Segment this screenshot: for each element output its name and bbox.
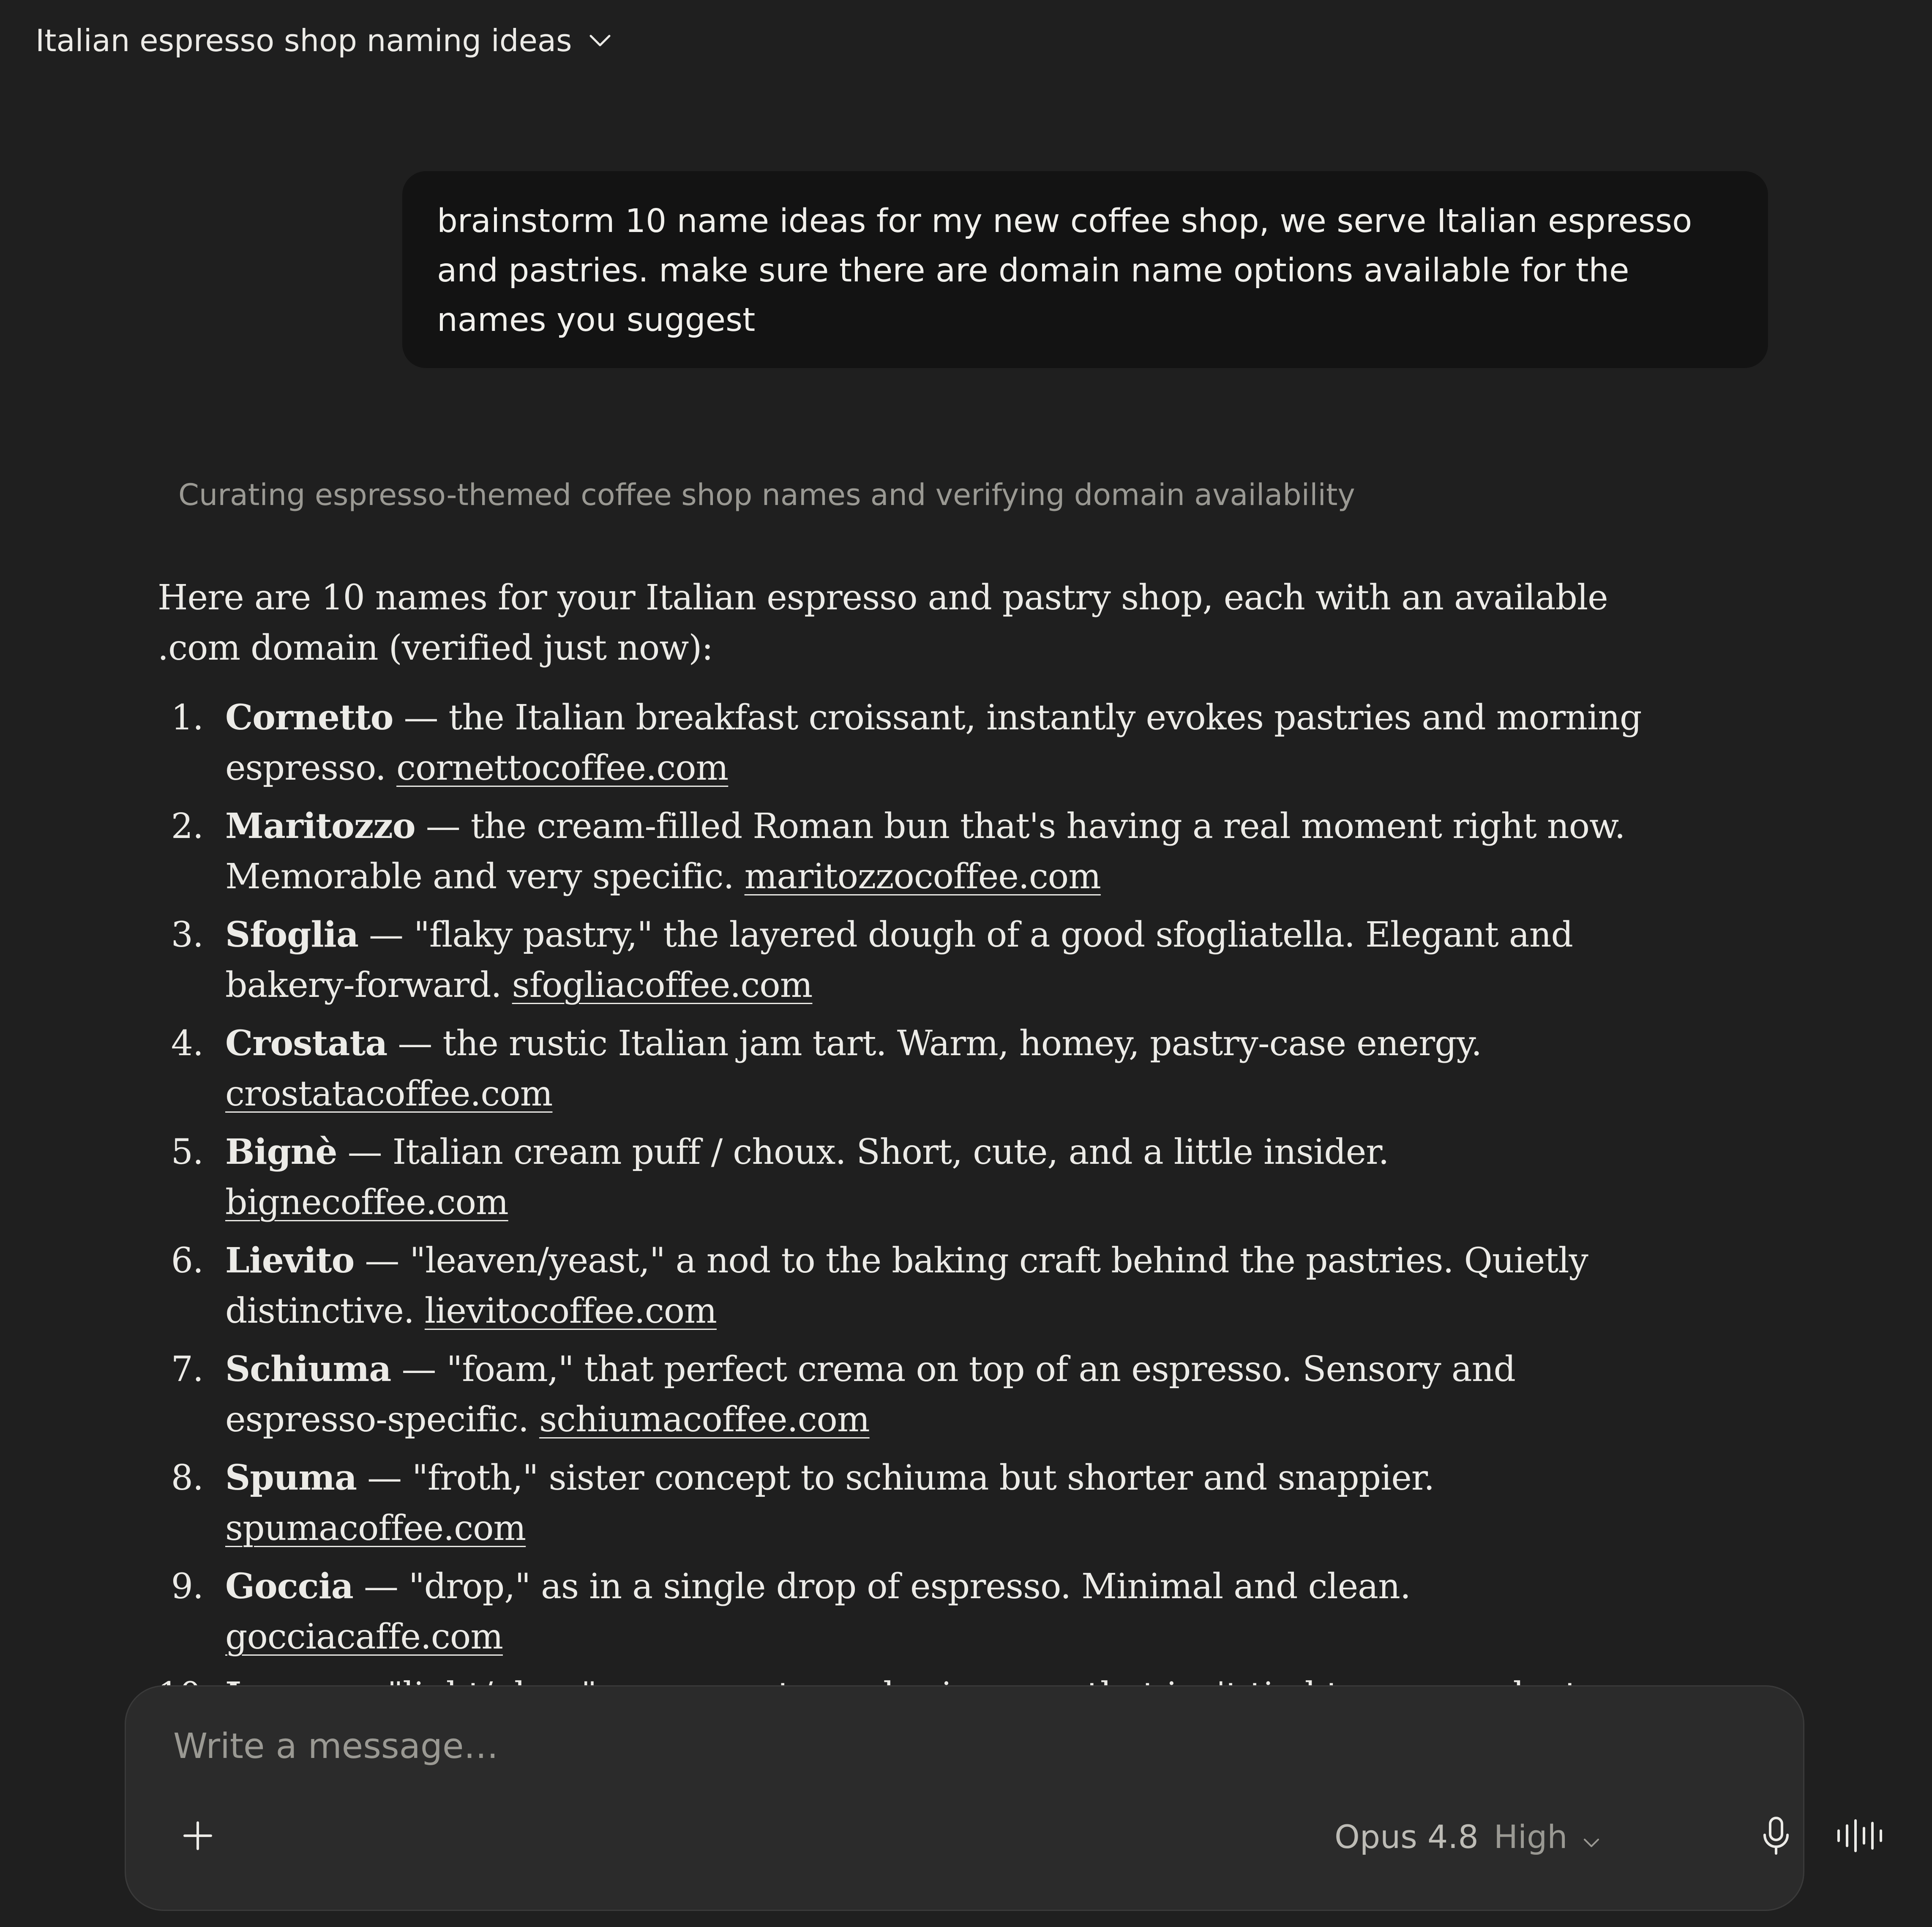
shop-name: Cornetto: [225, 697, 393, 738]
domain-link[interactable]: sfogliacoffee.com: [512, 965, 813, 1005]
list-item: [158, 1453, 1654, 1553]
shop-name: Goccia: [225, 1566, 353, 1607]
plus-icon: [183, 1821, 213, 1853]
shop-name-description: — the rustic Italian jam tart. Warm, homey, pastry-case energy.: [387, 1024, 1482, 1064]
model-name: Opus 4.8: [1334, 1818, 1479, 1856]
chevron-down-icon: [1583, 1818, 1600, 1856]
list-item: [158, 693, 1654, 793]
response-intro: Here are 10 names for your Italian espresso and pastry shop, each with an available .com domain (verified just now):: [158, 578, 1608, 668]
model-selector[interactable]: [1334, 1813, 1600, 1860]
voice-waveform-icon: [1836, 1819, 1885, 1855]
list-item: [158, 1236, 1654, 1336]
domain-link[interactable]: maritozzocoffee.com: [744, 857, 1101, 897]
shop-name-description: — "drop," as in a single drop of espresso. Minimal and clean.: [353, 1567, 1411, 1607]
shop-name: Bignè: [225, 1132, 337, 1172]
shop-name-description: — "leaven/yeast," a nod to the baking craft behind the pastries. Quietly distinctive.: [225, 1241, 1588, 1331]
dictation-button[interactable]: [1755, 1815, 1797, 1858]
domain-link[interactable]: bignecoffee.com: [225, 1182, 508, 1223]
model-effort: High: [1493, 1818, 1568, 1856]
shop-name-description: — the Italian breakfast croissant, instantly evokes pastries and morning espresso.: [225, 698, 1642, 788]
name-ideas-list: [158, 693, 1654, 1771]
domain-link[interactable]: schiumacoffee.com: [539, 1400, 870, 1440]
list-item-number: 9.: [171, 1567, 203, 1607]
list-item: [158, 910, 1654, 1010]
add-attachment-button[interactable]: [177, 1815, 219, 1858]
list-item-number: 5.: [171, 1132, 203, 1172]
domain-link[interactable]: lievitocoffee.com: [424, 1291, 717, 1331]
shop-name-description: — "foam," that perfect crema on top of an espresso. Sensory and espresso-specific.: [225, 1349, 1516, 1440]
message-input[interactable]: [172, 1712, 1738, 1780]
chevron-down-icon: [589, 34, 611, 47]
shop-name: Spuma: [225, 1458, 357, 1498]
conversation-title-menu[interactable]: [35, 19, 611, 62]
list-item: [158, 1344, 1654, 1445]
shop-name: Schiuma: [225, 1349, 391, 1389]
list-item-number: 3.: [171, 915, 203, 955]
assistant-response: [158, 573, 1654, 1779]
domain-link[interactable]: crostatacoffee.com: [225, 1074, 553, 1114]
list-item-number: 1.: [171, 698, 203, 738]
domain-link[interactable]: cornettocoffee.com: [396, 748, 729, 788]
list-item-number: 6.: [171, 1241, 203, 1281]
microphone-icon: [1762, 1816, 1790, 1857]
domain-link[interactable]: gocciacaffe.com: [225, 1617, 503, 1657]
voice-mode-button[interactable]: [1829, 1815, 1892, 1858]
list-item-number: 8.: [171, 1458, 203, 1498]
shop-name-description: — the cream-filled Roman bun that's having a real moment right now. Memorable and very specific.: [225, 806, 1625, 897]
shop-name: Lievito: [225, 1240, 355, 1281]
list-item: [158, 1127, 1654, 1228]
domain-link[interactable]: spumacoffee.com: [225, 1508, 526, 1548]
list-item: [158, 1561, 1654, 1662]
list-item: [158, 1018, 1654, 1119]
shop-name: Crostata: [225, 1023, 387, 1064]
user-message-bubble: [402, 171, 1768, 368]
shop-name: Sfoglia: [225, 914, 358, 955]
list-item-number: 7.: [171, 1349, 203, 1389]
user-message-text: brainstorm 10 name ideas for my new coffee shop, we serve Italian espresso and pastries. make sure there are domain name options available for the names you suggest: [437, 202, 1692, 339]
shop-name: Maritozzo: [225, 806, 415, 846]
shop-name-description: — Italian cream puff / choux. Short, cute, and a little insider.: [337, 1132, 1389, 1172]
conversation-title: Italian espresso shop naming ideas: [35, 23, 572, 58]
shop-name-description: — "flaky pastry," the layered dough of a good sfogliatella. Elegant and bakery-forward.: [225, 915, 1573, 1005]
list-item: [158, 801, 1654, 902]
list-item-number: 2.: [171, 806, 203, 846]
message-composer: [125, 1685, 1804, 1911]
shop-name-description: — "froth," sister concept to schiuma but shorter and snappier.: [357, 1458, 1435, 1498]
list-item-number: 4.: [171, 1024, 203, 1064]
thinking-summary[interactable]: Curating espresso-themed coffee shop names and verifying domain availability: [178, 478, 1355, 512]
